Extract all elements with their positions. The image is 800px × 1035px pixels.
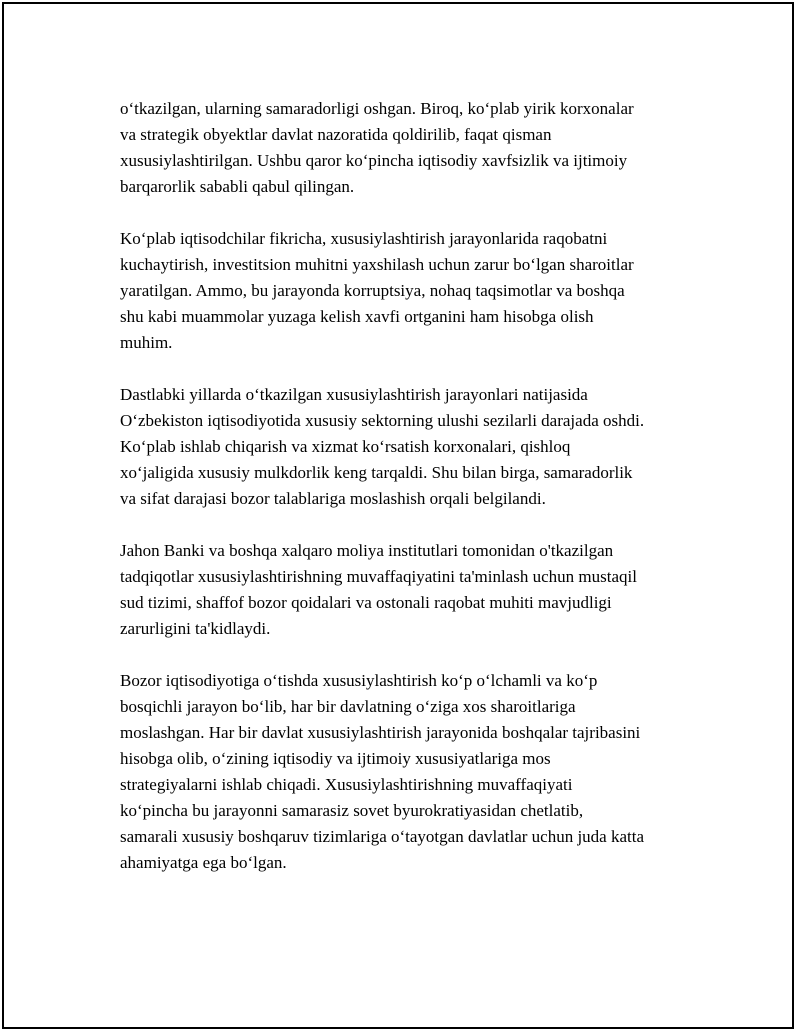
text-line: shu kabi muammolar yuzaga kelish xavfi ortganini ham hisobga olish (120, 307, 594, 326)
text-line: muhim. (120, 333, 173, 352)
document-body (120, 96, 700, 902)
paragraph-4 (120, 538, 700, 642)
text-line: hisobga olib, o‘zining iqtisodiy va ijtimoiy xususiyatlariga mos (120, 749, 551, 768)
text-line: sud tizimi, shaffof bozor qoidalari va ostonali raqobat muhiti mavjudligi (120, 593, 612, 612)
text-line: samarali xususiy boshqaruv tizimlariga o‘tayotgan davlatlar uchun juda katta (120, 827, 645, 846)
paragraph-5 (120, 668, 700, 876)
text-line: ahamiyatga ega bo‘lgan. (120, 853, 287, 872)
text-line: zarurligini ta'kidlaydi. (120, 619, 271, 638)
text-line: moslashgan. Har bir davlat xususiylashtirish jarayonida boshqalar tajribasini (120, 723, 641, 742)
text-line: yaratilgan. Ammo, bu jarayonda korruptsiya, nohaq taqsimotlar va boshqa (120, 281, 625, 300)
text-line: kuchaytirish, investitsion muhitni yaxshilash uchun zarur bo‘lgan sharoitlar (120, 255, 634, 274)
text-line: tadqiqotlar xususiylashtirishning muvaffaqiyatini ta'minlash uchun mustaqil (120, 567, 637, 586)
text-line: O‘zbekiston iqtisodiyotida xususiy sektorning ulushi sezilarli darajada oshdi. (120, 411, 645, 430)
text-line: Dastlabki yillarda o‘tkazilgan xususiylashtirish jarayonlari natijasida (120, 385, 588, 404)
text-line: ko‘pincha bu jarayonni samarasiz sovet byurokratiyasidan chetlatib, (120, 801, 584, 820)
document-page (2, 2, 794, 1029)
paragraph-2 (120, 226, 700, 356)
paragraph-3 (120, 382, 700, 512)
text-line: barqarorlik sababli qabul qilingan. (120, 177, 355, 196)
text-line: o‘tkazilgan, ularning samaradorligi oshgan. Biroq, ko‘plab yirik korxonalar (120, 99, 634, 118)
text-line: Ko‘plab ishlab chiqarish va xizmat ko‘rsatish korxonalari, qishloq (120, 437, 571, 456)
text-line: xususiylashtirilgan. Ushbu qaror ko‘pincha iqtisodiy xavfsizlik va ijtimoiy (120, 151, 628, 170)
text-line: xo‘jaligida xususiy mulkdorlik keng tarqaldi. Shu bilan birga, samaradorlik (120, 463, 633, 482)
text-line: va sifat darajasi bozor talablariga moslashish orqali belgilandi. (120, 489, 546, 508)
text-line: Jahon Banki va boshqa xalqaro moliya institutlari tomonidan o'tkazilgan (120, 541, 614, 560)
text-line: va strategik obyektlar davlat nazoratida qoldirilib, faqat qisman (120, 125, 552, 144)
paragraph-1 (120, 96, 700, 200)
text-line: bosqichli jarayon bo‘lib, har bir davlatning o‘ziga xos sharoitlariga (120, 697, 576, 716)
text-line: Bozor iqtisodiyotiga o‘tishda xususiylashtirish ko‘p o‘lchamli va ko‘p (120, 671, 598, 690)
text-line: Ko‘plab iqtisodchilar fikricha, xususiylashtirish jarayonlarida raqobatni (120, 229, 608, 248)
text-line: strategiyalarni ishlab chiqadi. Xususiylashtirishning muvaffaqiyati (120, 775, 573, 794)
